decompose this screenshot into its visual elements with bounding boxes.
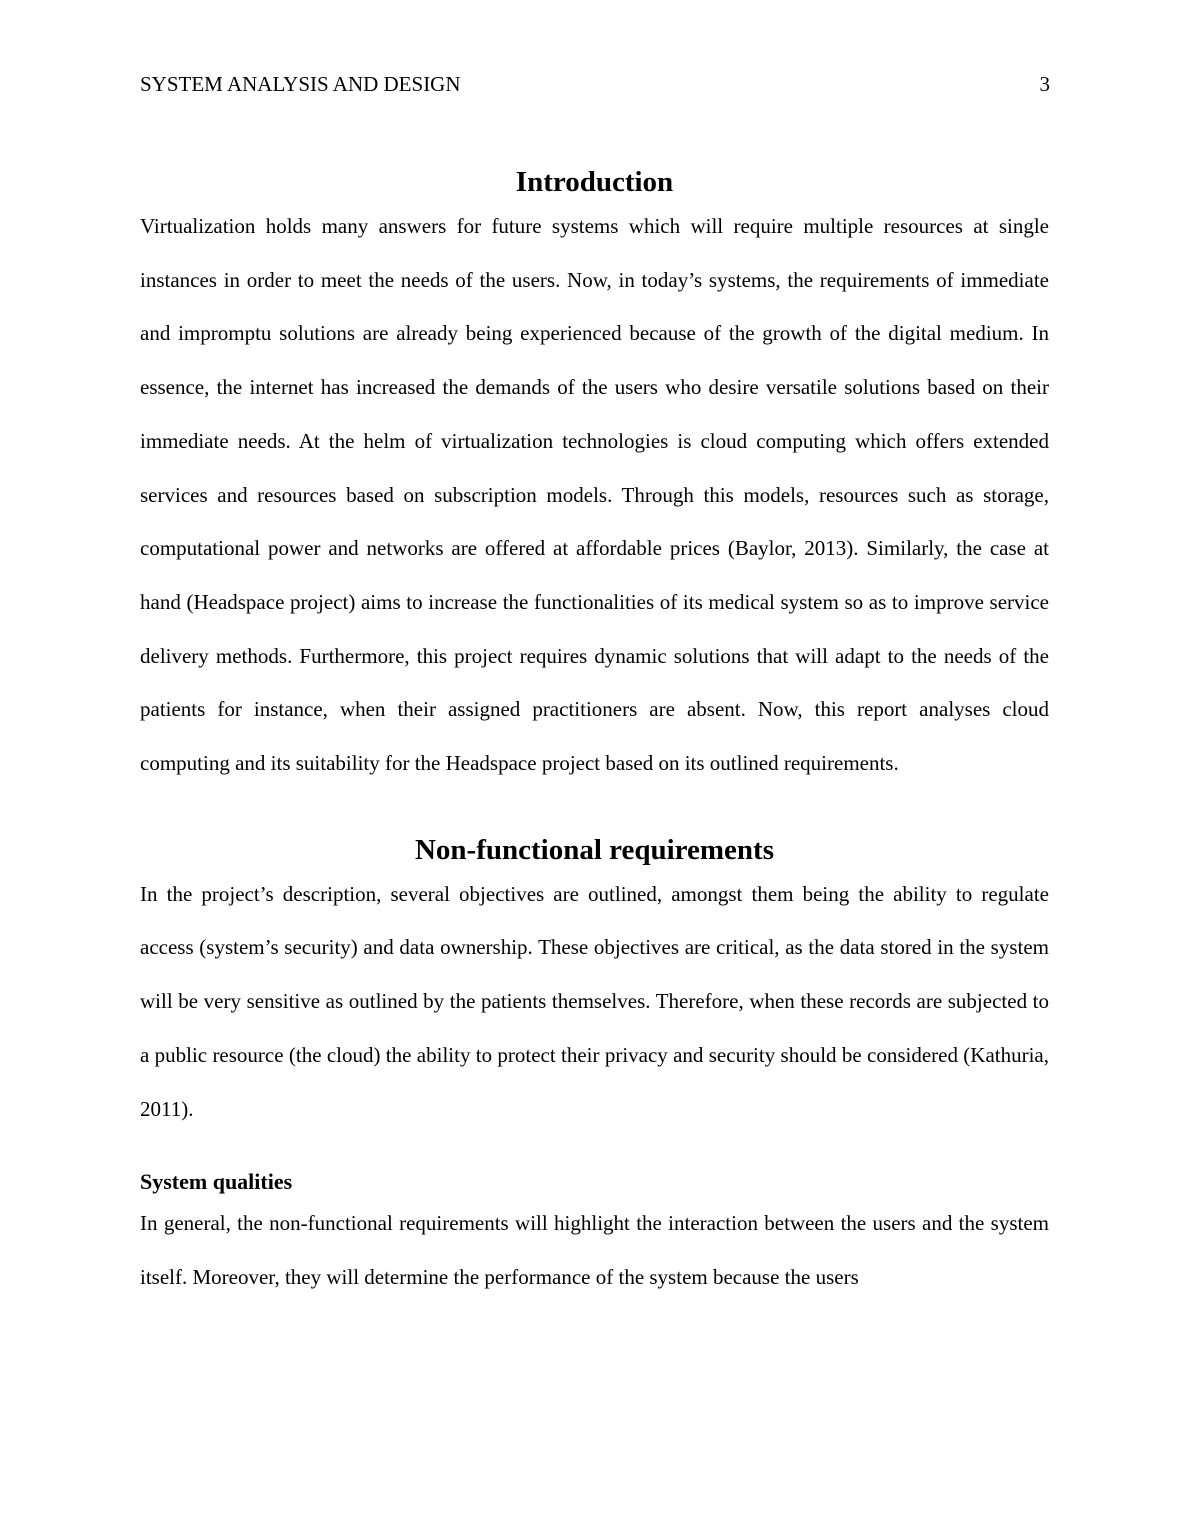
- document-body: [140, 164, 1049, 1305]
- system-qualities-paragraph: In general, the non-functional requirements will highlight the interaction between the users and the system itself. Moreover, they will determine the performance of the system because the users: [140, 1211, 1049, 1289]
- running-header: [140, 72, 1050, 98]
- section-heading-non-functional-requirements: Non-functional requirements: [414, 833, 775, 866]
- page-number: 3: [1039, 72, 1050, 96]
- introduction-paragraph: Virtualization holds many answers for future systems which will require multiple resources at single instances in order to meet the needs of the users. Now, in today’s systems, the requirements of immediate and impromptu solutions are already being experienced because of the growth of the digital medium. In essence, the internet has increased the demands of the users who desire versatile solutions based on their immediate needs. At the helm of virtualization technologies is cloud computing which offers extended services and resources based on subscription models. Through this models, resources such as storage, computational power and networks are offered at affordable prices (Baylor, 2013). Similarly, the case at hand (Headspace project) aims to increase the functionalities of its medical system so as to improve service delivery methods. Furthermore, this project requires dynamic solutions that will adapt to the needs of the patients for instance, when their assigned practitioners are absent. Now, this report analyses cloud computing and its suitability for the Headspace project based on its outlined requirements.: [140, 214, 1049, 776]
- non-functional-requirements-paragraph: In the project’s description, several objectives are outlined, amongst them being the ability to regulate access (system’s security) and data ownership. These objectives are critical, as the data stored in the system will be very sensitive as outlined by the patients themselves. Therefore, when these records are subjected to a public resource (the cloud) the ability to protect their privacy and security should be considered (Kathuria, 2011).: [140, 881, 1049, 1121]
- section-heading-introduction: Introduction: [515, 166, 674, 198]
- running-head-title: SYSTEM ANALYSIS AND DESIGN: [140, 72, 461, 96]
- subsection-heading-system-qualities: System qualities: [140, 1169, 293, 1195]
